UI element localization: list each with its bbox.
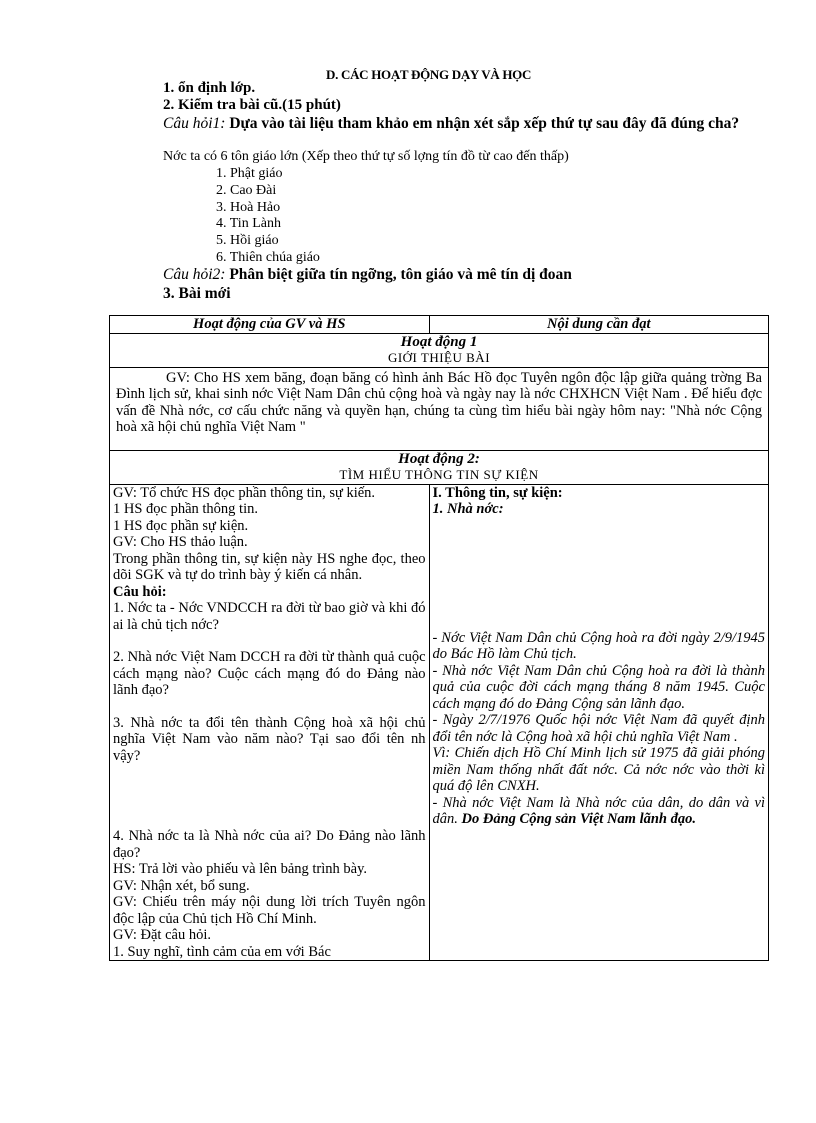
question-item: 1. Nớc ta - Nớc VNDCCH ra đời từ bao giờ và khi đó ai là chủ tịch nớc? <box>113 600 426 633</box>
question-2-text: Phân biệt giữa tín ngỡng, tôn giáo và mê tín dị đoan <box>225 266 572 283</box>
spacer <box>433 582 765 598</box>
spacer <box>433 534 765 550</box>
left-text: 1. Suy nghĩ, tình cảm của em với Bác <box>113 943 331 960</box>
spacer <box>433 614 765 630</box>
activity-1-subtitle: GIỚI THIỆU BÀI <box>387 350 491 365</box>
lesson-table <box>109 315 769 961</box>
activity-2-header <box>110 450 769 484</box>
left-text: GV: Chiếu trên máy nội dung lời trích Tuyên ngôn độc lập của Chủ tịch Hồ Chí Minh. <box>113 894 426 927</box>
step-1: 1. ổn định lớp. <box>163 80 256 96</box>
spacer <box>113 812 426 828</box>
religion-list <box>216 166 320 267</box>
answer-item: - Ngày 2/7/1976 Quốc hội nớc Việt Nam đã quyết định đổi tên nớc là Cộng hoà xã hội chủ nghĩa Việt Nam . <box>432 712 765 745</box>
step-3: 3. Bài mới <box>163 285 231 302</box>
activity-1-header <box>110 333 769 367</box>
content-heading: I. Thông tin, sự kiện: <box>432 484 563 501</box>
religion-item: 2. Cao Đài <box>216 182 277 198</box>
content-column <box>429 484 768 960</box>
religion-item: 1. Phật giáo <box>216 166 283 181</box>
question-2 <box>163 266 572 284</box>
religion-item: 4. Tin Lành <box>216 216 281 232</box>
spacer <box>113 780 426 796</box>
left-text: HS: Trả lời vào phiếu và lên bảng trình bày. <box>113 861 368 877</box>
left-text: GV: Tổ chức HS đọc phần thông tin, sự kiến. <box>113 484 376 501</box>
answer-item: - Nhà nớc Việt Nam Dân chủ Cộng hoà ra đời là thành quả của cuộc đời cách mạng tháng 8 năm 1945. Cuộc cách mạng đó do Đảng Cộng sản lãnh đạo. <box>432 662 765 712</box>
spacer <box>113 796 426 812</box>
left-text: Trong phần thông tin, sự kiện này HS nghe đọc, theo dõi SGK và tự do trình bày ý kiến cá nhân. <box>113 550 426 583</box>
question-2-label: Câu hỏi2: <box>163 266 226 283</box>
answer-emphasis: Do Đảng Cộng sản Việt Nam lãnh đạo. <box>461 811 696 827</box>
religion-intro: Nớc ta có 6 tôn giáo lớn (Xếp theo thứ tự số lợng tín đồ từ cao đến thấp) <box>163 149 569 164</box>
religion-item: 6. Thiên chúa giáo <box>216 249 320 265</box>
left-text: 1 HS đọc phần thông tin. <box>113 501 258 517</box>
answer-item <box>433 795 765 828</box>
activity-2-subtitle: TÌM HIỂU THÔNG TIN SỰ KIỆN <box>339 467 539 482</box>
answer-text: - Nhà nớc Việt Nam là Nhà nớc của dân, do dân và vì dân. <box>432 794 765 827</box>
activity-1-text: GV: Cho HS xem băng, đoạn băng có hình ảnh Bác Hồ đọc Tuyên ngôn độc lập giữa quảng trờng Ba Đình lịch sử, khai sinh nớc Việt Nam Dân chủ cộng hoà và ngày nay là nớc CHXHCN Việt Nam . Để hiểu đợc vấn đề Nhà nớc, cơ cấu chức năng và quyền hạn, chúng ta cùng tìm hiểu bài ngày hôm nay: "Nhà nớc Cộng hoà xã hội chủ nghĩa Việt Nam " <box>110 367 769 450</box>
question-item: 4. Nhà nớc ta là Nhà nớc của ai? Do Đảng nào lãnh đạo? <box>113 828 426 861</box>
question-item: 2. Nhà nớc Việt Nam DCCH ra đời từ thành quả cuộc cách mạng nào? Cuộc cách mạng đó do Đảng nào lãnh đạo? <box>113 649 426 698</box>
religion-item: 3. Hoà Hảo <box>216 199 281 215</box>
question-item: 3. Nhà nớc ta đổi tên thành Cộng hoà xã hội chủ nghĩa Việt Nam vào năm nào? Tại sao đổi tên nh vậy? <box>113 714 426 764</box>
spacer <box>433 550 765 566</box>
left-text: GV: Đặt câu hỏi. <box>113 927 211 943</box>
question-1 <box>110 116 760 132</box>
question-1-text: Dựa vào tài liệu tham khảo em nhận xét sắp xếp thứ tự sau đây đã đúng cha? <box>225 115 740 132</box>
column-header-left: Hoạt động của GV và HS <box>110 316 430 334</box>
step-2: 2. Kiểm tra bài cũ.(15 phút) <box>163 97 341 113</box>
spacer <box>113 633 426 649</box>
section-title: D. CÁC HOẠT ĐỘNG DẠY VÀ HỌC <box>326 67 532 82</box>
question-1-label: Câu hỏi1: <box>163 115 226 132</box>
answer-item: Vì: Chiến dịch Hồ Chí Minh lịch sử 1975 đã giải phóng miền Nam thống nhất đất nớc. Cả nớc nớc vào thời kì quá độ lên CNXH. <box>432 745 765 794</box>
activity-1-title: Hoạt động 1 <box>400 333 478 350</box>
column-header-right: Nội dung cần đạt <box>429 316 768 334</box>
answer-item: - Nớc Việt Nam Dân chủ Cộng hoà ra đời ngày 2/9/1945 do Bác Hồ làm Chủ tịch. <box>432 629 765 662</box>
left-text: 1 HS đọc phần sự kiện. <box>113 517 249 534</box>
spacer <box>433 566 765 582</box>
spacer <box>113 764 426 780</box>
teacher-student-column <box>110 484 430 960</box>
spacer <box>433 518 765 534</box>
spacer <box>433 598 765 614</box>
left-text: GV: Nhận xét, bổ sung. <box>113 877 250 894</box>
left-text: GV: Cho HS thảo luận. <box>113 534 248 550</box>
activity-2-title: Hoạt động 2: <box>398 450 480 467</box>
questions-label: Câu hỏi: <box>113 583 167 600</box>
spacer <box>113 699 426 715</box>
content-subheading: 1. Nhà nớc: <box>432 501 504 517</box>
religion-item: 5. Hồi giáo <box>216 233 279 249</box>
